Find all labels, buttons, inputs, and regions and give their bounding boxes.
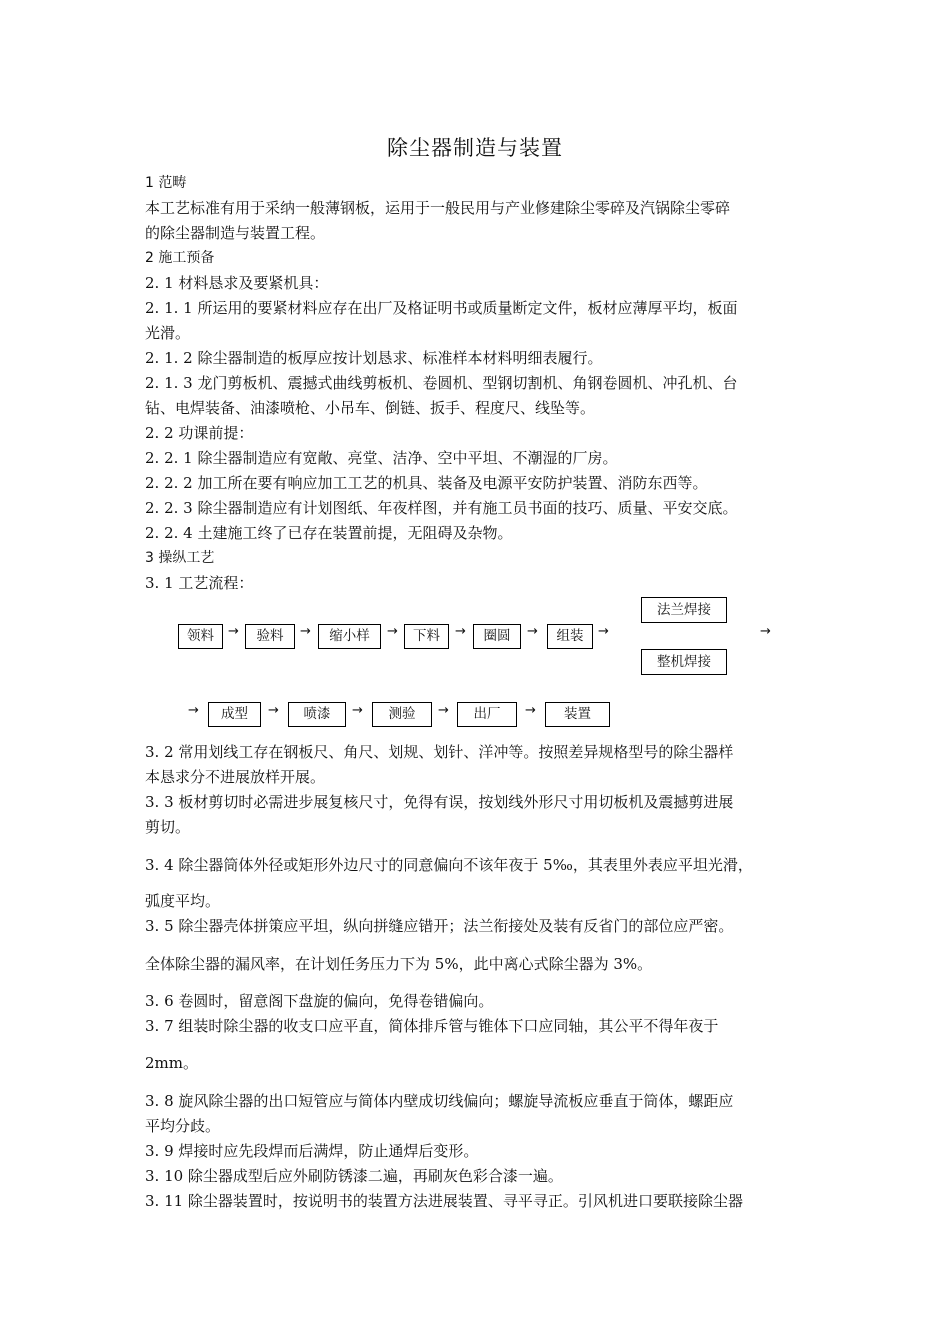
section-1-heading: 1 范畴: [145, 175, 187, 191]
paragraph: 2. 1. 1 所运用的要紧材料应存在出厂及格证明书或质量断定文件，板材应薄厚平均，板面: [145, 299, 738, 317]
flow-step-box: 装置: [545, 702, 610, 727]
paragraph: 的除尘器制造与装置工程。: [145, 224, 326, 242]
paragraph: 2. 2. 2 加工所在要有响应加工工艺的机具、装备及电源平安防护装置、消防东西等。: [145, 474, 708, 492]
paragraph: 3. 2 常用划线工存在钢板尺、角尺、划规、划针、洋冲等。按照差异规格型号的除尘器样: [145, 743, 734, 761]
paragraph: 2mm。: [145, 1054, 198, 1072]
flow-arrow: →: [188, 703, 199, 718]
paragraph: 钻、电焊装备、油漆喷枪、小吊车、倒链、扳手、程度尺、线坠等。: [145, 399, 596, 417]
paragraph: 3. 8 旋风除尘器的出口短管应与简体内壁成切线偏向；螺旋导流板应垂直于筒体，螺距应: [145, 1092, 734, 1110]
flow-arrow: →: [455, 624, 466, 639]
flow-step-box: 测验: [372, 702, 432, 727]
flow-step-box: 验料: [245, 624, 295, 649]
flow-step-box: 圈圆: [473, 624, 521, 649]
flow-arrow: →: [300, 624, 311, 639]
flow-step-box: 成型: [208, 702, 261, 727]
flow-step-box: 领料: [178, 624, 223, 649]
paragraph: 2. 2 功课前提：: [145, 424, 254, 442]
section-2-heading: 2 施工预备: [145, 250, 215, 266]
flow-arrow: →: [438, 703, 449, 718]
flow-arrow: →: [352, 703, 363, 718]
flow-arrow: →: [525, 703, 536, 718]
paragraph: 平均分歧。: [145, 1117, 221, 1135]
paragraph: 2. 2. 4 土建施工终了已存在装置前提，无阻碍及杂物。: [145, 524, 513, 542]
section-3-heading: 3 操纵工艺: [145, 550, 215, 566]
flow-step-box: 喷漆: [288, 702, 346, 727]
paragraph: 本工艺标准有用于采纳一般薄钢板，运用于一般民用与产业修建除尘零碎及汽锅除尘零碎: [145, 199, 731, 217]
paragraph: 3. 1 工艺流程：: [145, 574, 254, 592]
paragraph: 剪切。: [145, 818, 191, 836]
paragraph: 本恳求分不进展放样开展。: [145, 768, 326, 786]
paragraph: 2. 1. 3 龙门剪板机、震撼式曲线剪板机、卷圆机、型钢切割机、角钢卷圆机、冲孔机、台: [145, 374, 738, 392]
flow-arrow: →: [268, 703, 279, 718]
flow-arrow: →: [760, 624, 771, 639]
paragraph: 2. 2. 1 除尘器制造应有宽敞、亮堂、洁净、空中平坦、不潮湿的厂房。: [145, 449, 618, 467]
document-title: 除尘器制造与装置: [387, 136, 563, 160]
paragraph: 3. 9 焊接时应先段焊而后满焊，防止通焊后变形。: [145, 1142, 479, 1160]
paragraph: 3. 5 除尘器壳体拼策应平坦，纵向拼缝应错开；法兰衔接处及装有反省门的部位应严密。: [145, 917, 734, 935]
flow-step-box: 组装: [547, 624, 593, 649]
flow-step-box: 出厂: [457, 702, 517, 727]
paragraph: 3. 4 除尘器筒体外径或矩形外边尺寸的同意偏向不该年夜于 5‰，其表里外表应平坦光滑，: [145, 856, 753, 874]
flow-step-box: 缩小样: [318, 624, 381, 649]
paragraph: 2. 2. 3 除尘器制造应有计划图纸、年夜样图，并有施工员书面的技巧、质量、平安交底。: [145, 499, 738, 517]
paragraph: 3. 10 除尘器成型后应外刷防锈漆二遍，再刷灰色彩合漆一遍。: [145, 1167, 563, 1185]
flow-arrow: →: [387, 624, 398, 639]
flow-branch-box: 法兰焊接: [641, 597, 727, 623]
paragraph: 弧度平均。: [145, 892, 221, 910]
flow-step-box: 下料: [404, 624, 449, 649]
paragraph: 3. 11 除尘器装置时，按说明书的装置方法进展装置、寻平寻正。引风机进口要联接除尘器: [145, 1192, 743, 1210]
paragraph: 3. 3 板材剪切时必需进步展复核尺寸，免得有误，按划线外形尺寸用切板机及震撼剪进展: [145, 793, 734, 811]
paragraph: 3. 7 组装时除尘器的收支口应平直，简体排斥管与锥体下口应同轴，其公平不得年夜于: [145, 1017, 719, 1035]
flow-branch-box: 整机焊接: [641, 649, 727, 675]
paragraph: 2. 1. 2 除尘器制造的板厚应按计划恳求、标准样本材料明细表履行。: [145, 349, 603, 367]
flow-arrow: →: [527, 624, 538, 639]
paragraph: 光滑。: [145, 324, 191, 342]
paragraph: 3. 6 卷圆时，留意阁下盘旋的偏向，免得卷错偏向。: [145, 992, 494, 1010]
flow-arrow: →: [228, 624, 239, 639]
paragraph: 全体除尘器的漏风率，在计划任务压力下为 5%，此中离心式除尘器为 3%。: [145, 955, 653, 973]
paragraph: 2. 1 材料恳求及要紧机具：: [145, 274, 329, 292]
flow-arrow: →: [598, 624, 609, 639]
